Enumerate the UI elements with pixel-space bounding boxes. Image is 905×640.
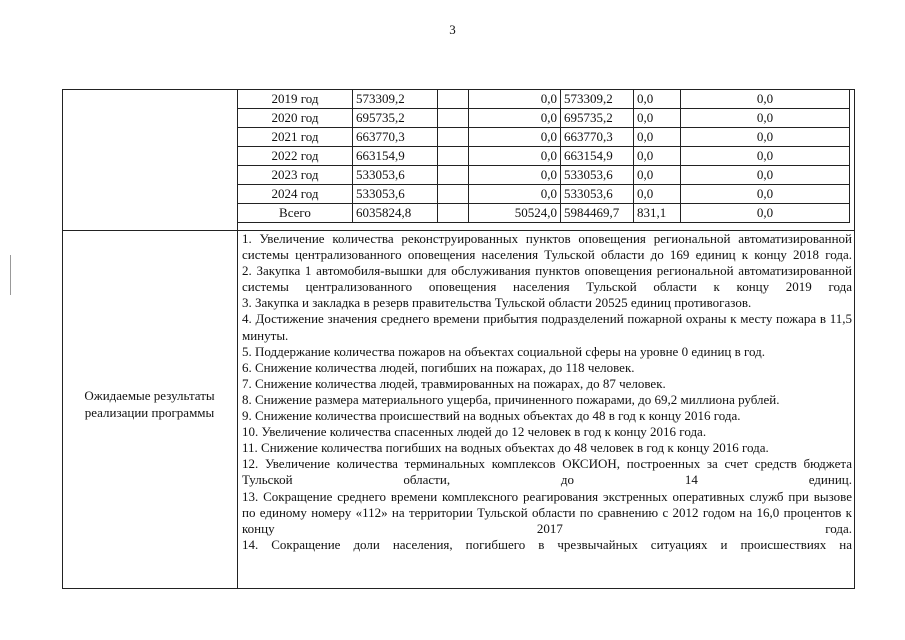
table-row	[238, 90, 850, 109]
extrabudget-cell: 0,0	[681, 90, 850, 109]
year-cell: 2022 год	[238, 147, 353, 166]
result-item-6: 6. Снижение количества людей, погибших на пожарах, до 118 человек.	[242, 359, 635, 375]
blank-cell	[438, 109, 469, 128]
result-item-4: 4. Достижение значения среднего времени прибытия подразделений пожарной охраны к месту пожара в 11,5 минуты.	[242, 311, 852, 343]
results-label-cell	[62, 230, 237, 589]
total-cell: 533053,6	[353, 185, 438, 204]
result-item-14: 14. Сокращение доли населения, погибшего в чрезвычайных ситуациях и происшествиях на	[242, 536, 852, 552]
extrabudget-cell: 0,0	[681, 204, 850, 223]
extrabudget-cell: 0,0	[681, 185, 850, 204]
blank-cell	[438, 90, 469, 109]
year-cell: 2024 год	[238, 185, 353, 204]
result-item-1: 1. Увеличение количества реконструированных пунктов оповещения региональной автоматизированной системы централизованного оповещения населения Тульской области до 169 единиц к концу 2018 года.	[242, 231, 852, 263]
municipal-cell: 0,0	[634, 147, 681, 166]
regional-cell: 533053,6	[561, 166, 634, 185]
table-row	[238, 147, 850, 166]
year-cell: 2021 год	[238, 128, 353, 147]
regional-cell: 5984469,7	[561, 204, 634, 223]
federal-cell: 0,0	[469, 128, 561, 147]
federal-cell: 0,0	[469, 166, 561, 185]
federal-cell: 0,0	[469, 147, 561, 166]
federal-cell: 0,0	[469, 109, 561, 128]
regional-cell: 663770,3	[561, 128, 634, 147]
year-cell: Всего	[238, 204, 353, 223]
table-row	[238, 166, 850, 185]
blank-cell	[438, 128, 469, 147]
federal-cell: 0,0	[469, 185, 561, 204]
result-item-9: 9. Снижение количества происшествий на водных объектах до 48 в год к концу 2016 года.	[242, 408, 741, 424]
blank-cell	[438, 204, 469, 223]
regional-cell: 533053,6	[561, 185, 634, 204]
total-cell: 663770,3	[353, 128, 438, 147]
extrabudget-cell: 0,0	[681, 147, 850, 166]
regional-cell: 663154,9	[561, 147, 634, 166]
result-item-10: 10. Увеличение количества спасенных людей до 12 человек в год к концу 2016 года.	[242, 424, 707, 440]
blank-cell	[438, 147, 469, 166]
result-item-3: 3. Закупка и закладка в резерв правительства Тульской области 20525 единиц противогазов.	[242, 295, 752, 311]
table-row	[238, 185, 850, 204]
municipal-cell: 0,0	[634, 128, 681, 147]
total-cell: 663154,9	[353, 147, 438, 166]
result-item-11: 11. Снижение количества погибших на водных объектах до 48 человек в год к концу 2016 года.	[242, 440, 769, 456]
federal-cell: 0,0	[469, 90, 561, 109]
funding-table	[237, 89, 850, 223]
blank-cell	[438, 185, 469, 204]
regional-cell: 573309,2	[561, 90, 634, 109]
total-cell: 573309,2	[353, 90, 438, 109]
table-row	[238, 204, 850, 223]
result-item-12: 12. Увеличение количества терминальных комплексов ОКСИОН, построенных за счет средств бюджета Тульской области, до 14 единиц.	[242, 456, 852, 488]
extrabudget-cell: 0,0	[681, 166, 850, 185]
page-number: 3	[449, 22, 456, 37]
total-cell: 695735,2	[353, 109, 438, 128]
extrabudget-cell: 0,0	[681, 128, 850, 147]
results-label: Ожидаемые результаты реализации программы	[84, 387, 215, 420]
year-cell: 2020 год	[238, 109, 353, 128]
result-item-2: 2. Закупка 1 автомобиля-вышки для обслуживания пунктов оповещения региональной автоматизированной системы централизованного оповещения населения Тульской области к концу 2019 года	[242, 263, 852, 295]
result-item-8: 8. Снижение размера материального ущерба, причиненного пожарами, до 69,2 миллиона рублей.	[242, 391, 780, 407]
scan-margin-mark	[10, 255, 11, 295]
extrabudget-cell: 0,0	[681, 109, 850, 128]
municipal-cell: 0,0	[634, 109, 681, 128]
table-row	[238, 128, 850, 147]
result-item-5: 5. Поддержание количества пожаров на объектах социальной сферы на уровне 0 единиц в год.	[242, 343, 766, 359]
federal-cell: 50524,0	[469, 204, 561, 223]
year-cell: 2019 год	[238, 90, 353, 109]
table-row	[238, 109, 850, 128]
result-item-7: 7. Снижение количества людей, травмированных на пожарах, до 87 человек.	[242, 375, 666, 391]
total-cell: 6035824,8	[353, 204, 438, 223]
municipal-cell: 0,0	[634, 90, 681, 109]
result-item-13: 13. Сокращение среднего времени комплексного реагирования экстренных оперативных служб при вызове по единому номеру «112» на территории Тульской области по сравнению с 2012 годом на 16,0 процентов к концу 2017 года.	[242, 488, 852, 536]
results-list	[242, 231, 852, 553]
municipal-cell: 0,0	[634, 166, 681, 185]
year-cell: 2023 год	[238, 166, 353, 185]
regional-cell: 695735,2	[561, 109, 634, 128]
total-cell: 533053,6	[353, 166, 438, 185]
blank-cell	[438, 166, 469, 185]
municipal-cell: 0,0	[634, 185, 681, 204]
municipal-cell: 831,1	[634, 204, 681, 223]
